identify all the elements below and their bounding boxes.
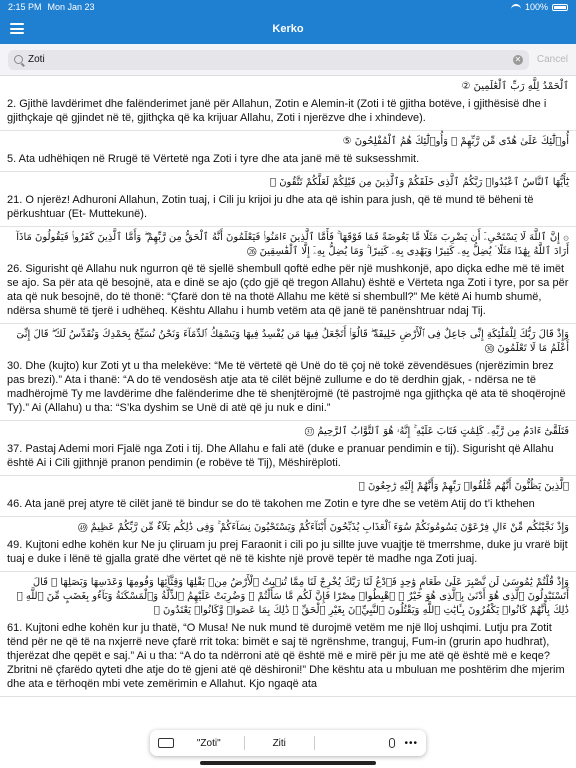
translation-text: 26. Sigurisht që Allahu nuk ngurron që të sjellë shembull qoftë edhe për një mushkonjë, apo diçka edhe më të imët se ajo. Sa për ata që besojnë, ata e dinë se ajo (çdo gjë që tregon Allahu) është e Vërteta nga Zoti i tyre, por sa për ata që nuk besojnë, do të thonë: “Çfarë don të na thotë Allahu me këtë si shembull?” Me këtë Ai humb shumë, ndërsa shumë të tjerë i udhëheq. Kështu Allahu i humb vetëm ata që janë të panënshtruar ndaj Tij. bbox=[7, 263, 569, 317]
arabic-text: ٱلْحَمْدُ لِلَّهِ رَبِّ ٱلْعَٰلَمِينَ ② bbox=[461, 81, 569, 92]
translation-text: 30. Dhe (kujto) kur Zoti yt u tha melekëve: “Me të vërtetë që Unë do të çoj në tokë zëvendësues (njerëzimin brez pas brezi).” Ata i thanë: “A do të vendosësh atje ata të cilët bëjnë zullume e do të derdhin gjak, - ndërsa ne të madhërojmë Ty me lavdërime dhe falënderime dhe të shenjtërojmë (të pastrojmë nga gjithçka që ata të shoqërojnë Ty).” Ai (Allahu) u tha: “S’ka dyshim se Unë di atë që ju nuk e dini.” bbox=[7, 360, 566, 414]
keyboard-suggestion-bar bbox=[150, 730, 426, 756]
translation-text: 21. O njerëz! Adhuroni Allahun, Zotin tuaj, i Cili ju krijoi ju dhe ata që ishin para jush, që të mund të bëheni të përkushtuar (Et- Muttekunë). bbox=[7, 194, 534, 220]
arabic-text: وَإِذْ قَالَ رَبُّكَ لِلْمَلَٰٓئِكَةِ إِنِّى جَاعِلٌ فِى ٱلْأَرْضِ خَلِيفَةً ۖ قَالُوٓا۟ أَتَجْعَلُ فِيهَا مَن يُفْسِدُ فِيهَا وَيَسْفِكُ ٱلدِّمَآءَ وَنَحْنُ نُسَبِّحُ بِحَمْدِكَ وَنُقَدِّسُ لَكَ ۖ قَالَ إِنِّىٓ أَعْلَمُ مَا لَا تَعْلَمُونَ ㉚ bbox=[16, 329, 569, 354]
arabic-text: وَإِذْ نَجَّيْنَٰكُم مِّنْ ءَالِ فِرْعَوْنَ يَسُومُونَكُمْ سُوٓءَ ٱلْعَذَابِ يُذَبِّحُونَ أَبْنَآءَكُمْ وَيَسْتَحْيُونَ نِسَآءَكُمْ ۚ وَفِى ذَٰلِكُم بَلَآءٌ مِّن رَّبِّكُمْ عَظِيمٌ ㊾ bbox=[78, 522, 569, 533]
translation-text: 2. Gjithë lavdërimet dhe falënderimet janë për Allahun, Zotin e Alemin-it (Zoti i të gjitha botëve, i gjithësisë dhe i gjithçkaje që gjindet në të, gjithçka që ka krijuar Allahu, Zoti i njerëzve dhe i xhindeve). bbox=[7, 98, 547, 124]
status-time: 2:15 PM bbox=[8, 2, 42, 12]
search-bar bbox=[0, 44, 576, 76]
arabic-text: وَإِذْ قُلْتُمْ يَٰمُوسَىٰ لَن نَّصْبِرَ عَلَىٰ طَعَامٍ وَٰحِدٍ فَٱدْعُ لَنَا رَبَّكَ يُخْرِجْ لَنَا مِمَّا تُنۢبِتُ ٱلْأَرْضُ مِنۢ بَقْلِهَا وَقِثَّآئِهَا وَفُومِهَا وَعَدَسِهَا وَبَصَلِهَا ۖ قَالَ أَتَسْتَبْدِلُونَ ٱلَّذِى هُوَ أَدْنَىٰ بِٱلَّذِى هُوَ خَيْرٌ ۚ ٱهْبِطُوا۟ مِصْرًا فَإِنَّ لَكُم مَّا سَأَلْتُمْ ۗ وَضُرِبَتْ عَلَيْهِمُ ٱلذِّلَّةُ وَٱلْمَسْكَنَةُ وَبَآءُو بِغَضَبٍ مِّنَ ٱللَّهِ ۗ ذَٰلِكَ بِأَنَّهُمْ كَانُوا۟ يَكْفُرُونَ بِـَٔايَٰتِ ٱللَّهِ وَيَقْتُلُونَ ٱلنَّبِيِّۦنَ بِغَيْرِ ٱلْحَقِّ ۗ ذَٰلِكَ بِمَا عَصَوا۟ وَّكَانُوا۟ يَعْتَدُونَ ㊶ bbox=[16, 577, 569, 616]
search-field[interactable] bbox=[8, 50, 529, 70]
divider bbox=[314, 736, 315, 750]
cancel-button[interactable]: Cancel bbox=[536, 54, 568, 65]
nav-bar bbox=[0, 14, 576, 44]
list-item[interactable] bbox=[0, 517, 576, 572]
list-item[interactable] bbox=[0, 172, 576, 227]
translation-text: 5. Ata udhëhiqen në Rrugë të Vërtetë nga Zoti i tyre dhe ata janë më të suksesshmit. bbox=[7, 153, 420, 165]
search-input[interactable] bbox=[28, 54, 513, 65]
arabic-text: فَتَلَقَّىٰٓ ءَادَمُ مِن رَّبِّهِۦ كَلِمَٰتٍ فَتَابَ عَلَيْهِ ۚ إِنَّهُۥ هُوَ ٱلتَّوَّابُ ٱلرَّحِيمُ ㊲ bbox=[304, 426, 569, 437]
battery-icon bbox=[552, 4, 568, 11]
suggestion-1[interactable]: "Zoti" bbox=[196, 737, 221, 749]
list-item[interactable] bbox=[0, 476, 576, 517]
arabic-text: أُو۟لَٰٓئِكَ عَلَىٰ هُدًى مِّن رَّبِّهِمْ ۖ وَأُو۟لَٰٓئِكَ هُمُ ٱلْمُفْلِحُونَ ⑤ bbox=[342, 136, 569, 147]
search-icon bbox=[14, 55, 23, 64]
list-item[interactable] bbox=[0, 131, 576, 172]
arabic-text: يَٰٓأَيُّهَا ٱلنَّاسُ ٱعْبُدُوا۟ رَبَّكُمُ ٱلَّذِى خَلَقَكُمْ وَٱلَّذِينَ مِن قَبْلِكُمْ لَعَلَّكُمْ تَتَّقُونَ ㉑ bbox=[270, 177, 569, 188]
more-icon[interactable]: ••• bbox=[404, 737, 419, 749]
microphone-icon[interactable] bbox=[389, 738, 395, 748]
translation-text: 46. Ata janë prej atyre të cilët janë të bindur se do të takohen me Zotin e tyre dhe se vetëm Atij do t’i kthehen bbox=[7, 498, 535, 510]
status-date: Mon Jan 23 bbox=[47, 2, 95, 12]
arabic-text: ۞ إِنَّ ٱللَّهَ لَا يَسْتَحْىِۦٓ أَن يَضْرِبَ مَثَلًا مَّا بَعُوضَةً فَمَا فَوْقَهَا ۚ فَأَمَّا ٱلَّذِينَ ءَامَنُوا۟ فَيَعْلَمُونَ أَنَّهُ ٱلْحَقُّ مِن رَّبِّهِمْ ۖ وَأَمَّا ٱلَّذِينَ كَفَرُوا۟ فَيَقُولُونَ مَاذَآ أَرَادَ ٱللَّهُ بِهَٰذَا مَثَلًا ۘ يُضِلُّ بِهِۦ كَثِيرًا وَيَهْدِى بِهِۦ كَثِيرًا ۚ وَمَا يُضِلُّ بِهِۦٓ إِلَّا ٱلْفَٰسِقِينَ ㉖ bbox=[16, 232, 569, 257]
keyboard-icon[interactable] bbox=[158, 738, 174, 748]
translation-text: 37. Pastaj Ademi mori Fjalë nga Zoti i tij. Dhe Allahu e fali atë (duke e pranuar pendimin e tij). Sigurisht që Allahu është Ai i Cili gjithnjë pranon pendimin (e robëve të Tij), Mëshirëploti. bbox=[7, 443, 554, 469]
list-item[interactable] bbox=[0, 421, 576, 476]
results-list[interactable] bbox=[0, 76, 576, 768]
list-item[interactable] bbox=[0, 76, 576, 131]
list-item[interactable] bbox=[0, 572, 576, 697]
translation-text: 49. Kujtoni edhe kohën kur Ne ju çliruam ju prej Faraonit i cili po ju sillte juve vuajtje të tmerrshme, duke ju vrarë bijt tuaj e duke i lënë të gjalla gratë dhe vërtet që në të kishte një provë tepër të madhe nga Zoti juaj. bbox=[7, 539, 568, 565]
home-indicator bbox=[200, 761, 376, 765]
menu-icon[interactable] bbox=[10, 23, 24, 34]
page-title: Kerko bbox=[272, 23, 304, 35]
status-bar bbox=[0, 0, 576, 14]
suggestion-2[interactable]: Ziti bbox=[272, 737, 286, 749]
translation-text: 61. Kujtoni edhe kohën kur ju thatë, “O Musa! Ne nuk mund të durojmë vetëm me një lloj ushqimi. Lutju pra Zotit tënd për ne që të na nxjerrë neve çfarë rrit toka: bimët e saj të ngrënshme, tranguj, Fum-in (grurin apo hudhrat), thjerëzat dhe qepët e saj.” Ai u tha: “A do ta ndërroni atë që është më e mirë për ju me atë që është më e keqe? Zbritni në çfarëdo qyteti dhe atje do të gjeni atë që dëshironi!” Dhe kështu ata u mbuluan me poshtërim dhe mjerim dhe ata e tërhoqën mbi vete zemërimin e Allahut. Kjo ngaqë ata bbox=[7, 622, 565, 690]
clear-icon[interactable]: ✕ bbox=[514, 54, 522, 64]
battery-percent: 100% bbox=[524, 2, 548, 12]
list-item[interactable] bbox=[0, 324, 576, 421]
arabic-text: ٱلَّذِينَ يَظُنُّونَ أَنَّهُم مُّلَٰقُوا۟ رَبِّهِمْ وَأَنَّهُمْ إِلَيْهِ رَٰجِعُونَ ㊻ bbox=[358, 481, 569, 492]
wifi-icon bbox=[511, 4, 521, 11]
list-item[interactable] bbox=[0, 227, 576, 324]
